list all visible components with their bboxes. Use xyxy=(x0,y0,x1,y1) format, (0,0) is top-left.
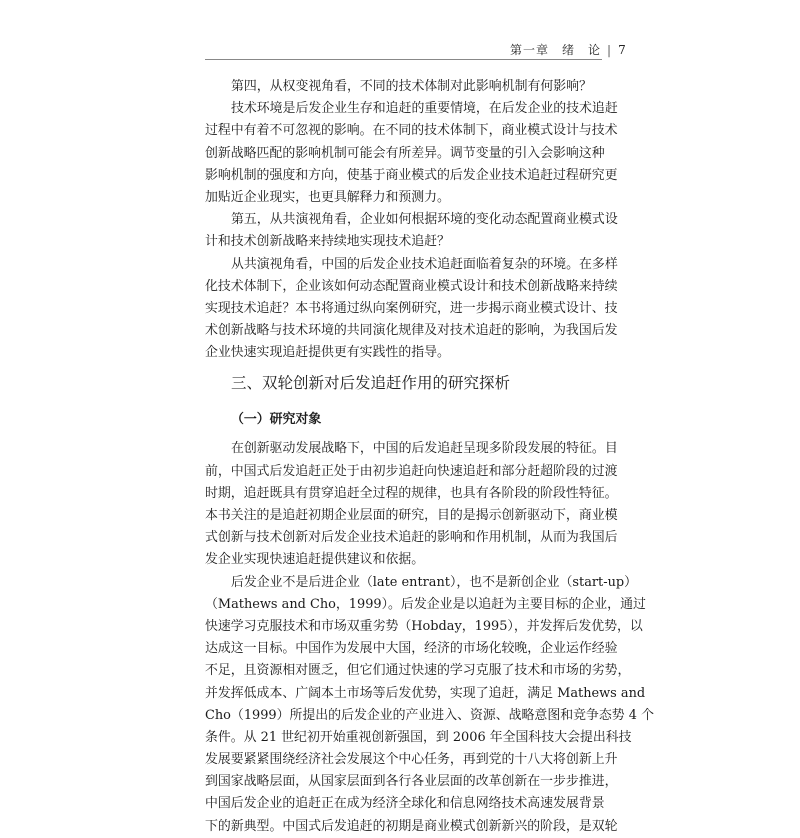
text-line: 条件。从 21 世纪初开始重视创新强国，到 2006 年全国科技大会提出科技 xyxy=(205,729,632,745)
paragraph xyxy=(205,98,618,209)
text-line: 并发挥低成本、广阔本土市场等后发优势，实现了追赶，满足 Mathews and xyxy=(205,685,646,701)
text-line: 创新战略匹配的影响机制可能会有所差异。调节变量的引入会影响这种 xyxy=(205,145,605,161)
text-line: 达成这一目标。中国作为发展中大国，经济的市场化较晚，企业运作经验 xyxy=(205,641,618,657)
paragraph xyxy=(205,254,618,365)
text-line: 企业快速实现追赶提供更有实践性的指导。 xyxy=(205,345,450,361)
text-line: 不足，且资源相对匮乏，但它们通过快速的学习克服了技术和市场的劣势， xyxy=(205,663,631,679)
header-separator: | xyxy=(607,43,613,57)
text-line: 第五，从共演视角看，企业如何根据环境的变化动态配置商业模式设 xyxy=(231,212,618,228)
text-line: Cho（1999）所提出的后发企业的产业进入、资源、战略意图和竞争态势 4 个 xyxy=(205,707,654,723)
text-line: 后发企业不是后进企业（late entrant），也不是新创企业（start-up） xyxy=(231,574,638,590)
text-line: 实现技术追赶？本书将通过纵向案例研究，进一步揭示商业模式设计、技 xyxy=(205,300,618,316)
text-line: 从共演视角看，中国的后发企业技术追赶面临着复杂的环境。在多样 xyxy=(231,256,618,272)
paragraph-group-top xyxy=(205,76,618,364)
text-line: 第四，从权变视角看，不同的技术体制对此影响机制有何影响？ xyxy=(231,79,592,94)
text-line: 快速学习克服技术和市场双重劣势（Hobday，1995），并发挥后发优势，以 xyxy=(205,618,643,634)
paragraph xyxy=(205,209,618,253)
paragraph xyxy=(205,438,618,571)
page-body xyxy=(205,76,654,838)
text-line: 影响机制的强度和方向，使基于商业模式的后发企业技术追赶过程研究更 xyxy=(205,167,618,183)
text-line: 发展要紧紧围绕经济社会发展这个中心任务，再到党的十八大将创新上升 xyxy=(205,752,618,768)
text-line: （Mathews and Cho，1999）。后发企业是以追赶为主要目标的企业，通过 xyxy=(205,596,646,612)
text-line: 式创新与技术创新对后发企业技术追赶的影响和作用机制，从而为我国后 xyxy=(205,530,618,546)
text-line: 下的新典型。中国式后发追赶的初期是商业模式创新新兴的阶段，是双轮 xyxy=(205,818,618,834)
text-line: 时期，追赶既具有贯穿追赶全过程的规律，也具有各阶段的阶段性特征。 xyxy=(205,485,618,501)
text-line: 技术环境是后发企业生存和追赶的重要情境，在后发企业的技术追赶 xyxy=(231,101,618,117)
text-line: 加贴近企业现实，也更具解释力和预测力。 xyxy=(205,189,450,205)
text-line: 到国家战略层面，从国家层面到各行各业层面的改革创新在一步步推进， xyxy=(205,774,618,790)
text-line: 本书关注的是追赶初期企业层面的研究，目的是揭示创新驱动下，商业模 xyxy=(205,508,618,523)
section-title: 三、双轮创新对后发追赶作用的研究探析 xyxy=(231,374,511,393)
page-number: 7 xyxy=(618,43,627,57)
subsection-title: （一）研究对象 xyxy=(231,412,322,428)
chapter-title: 第一章 绪 论 xyxy=(510,43,602,57)
text-line: 术创新战略与技术环境的共同演化规律及对技术追赶的影响，为我国后发 xyxy=(205,323,618,339)
text-line: 中国后发企业的追赶正在成为经济全球化和信息网络技术高速发展背景 xyxy=(205,796,605,812)
page-header xyxy=(510,41,627,58)
text-line: 在创新驱动发展战略下，中国的后发追赶呈现多阶段发展的特征。目 xyxy=(231,441,618,457)
paragraph xyxy=(205,76,602,98)
text-line: 化技术体制下，企业该如何动态配置商业模式设计和技术创新战略来持续 xyxy=(205,278,618,294)
text-line: 前，中国式后发追赶正处于由初步追赶向快速追赶和部分赶超阶段的过渡 xyxy=(205,463,618,479)
text-line: 计和技术创新战略来持续地实现技术追赶？ xyxy=(205,234,450,250)
paragraph-group-bottom xyxy=(205,438,654,837)
paragraph xyxy=(205,572,654,838)
text-line: 发企业实现快速追赶提供建议和依据。 xyxy=(205,552,425,568)
header-rule xyxy=(205,59,602,60)
text-line: 过程中有着不可忽视的影响。在不同的技术体制下，商业模式设计与技术 xyxy=(205,123,618,139)
